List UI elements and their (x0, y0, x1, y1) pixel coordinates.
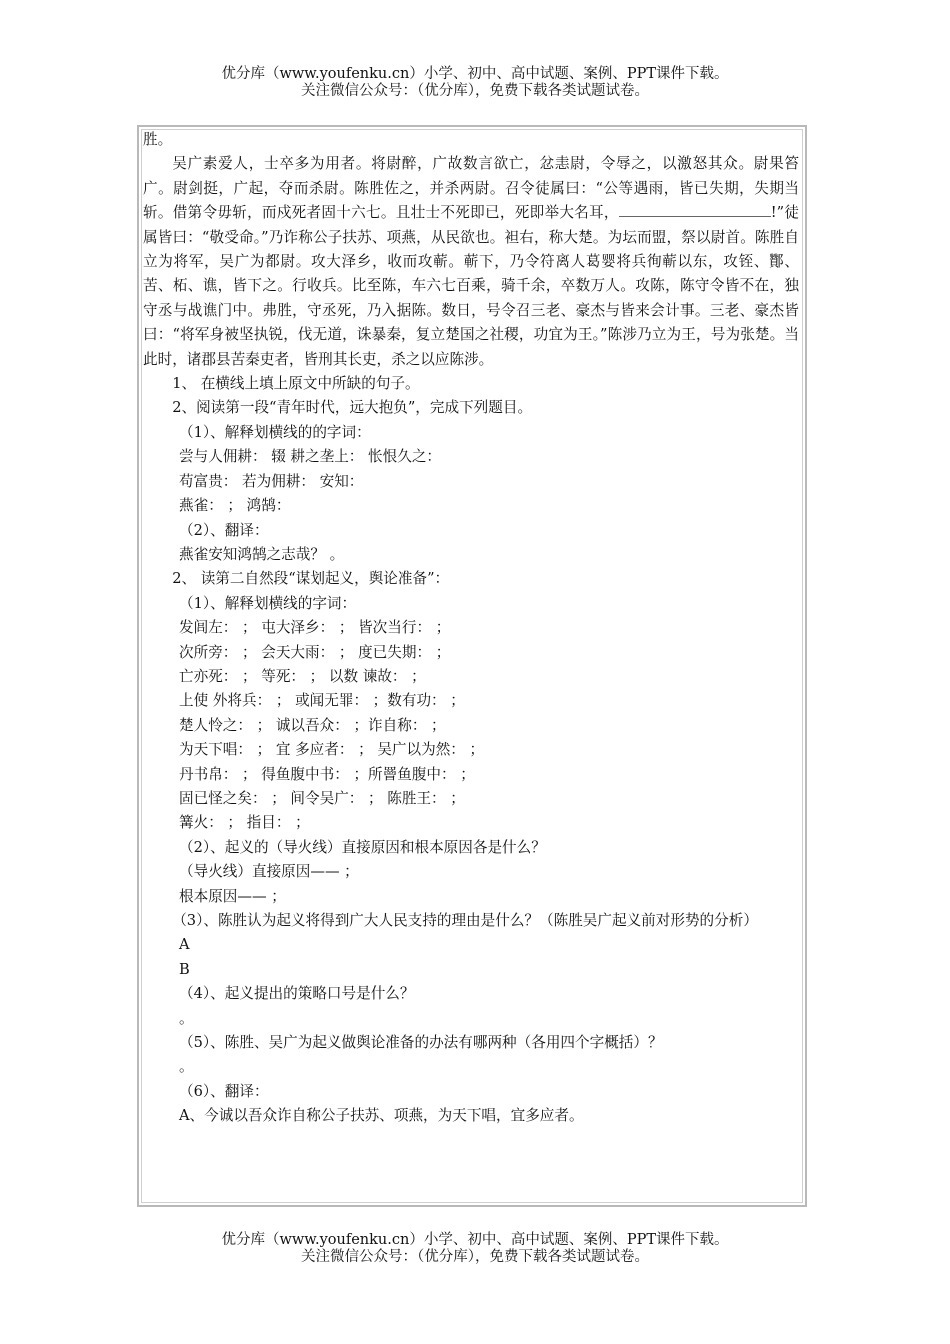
question-3-2: （2）、起义的（导火线）直接原因和根本原因各是什么？ (179, 838, 546, 856)
question-3-1-e: 楚人怜之： ； 诚以吾众： ；诈自称： ； (179, 716, 446, 734)
page-header (0, 66, 950, 100)
header-line-2: 关注微信公众号：（优分库），免费下载各类试题试卷。 (301, 83, 649, 99)
passage-paragraph-0: 胜。 (143, 131, 173, 148)
question-2-1-c: 燕雀： ； 鸿鹄： (179, 497, 291, 515)
question-3-5: （5）、陈胜、吴广为起义做舆论准备的办法有哪两种（各用四个字概括）？ (179, 1034, 663, 1052)
question-2-1-b: 苟富贵： 若为佣耕： 安知： (179, 472, 364, 490)
question-3-1-c: 亡亦死： ； 等死： ； 以数 谏故： ； (179, 667, 426, 685)
header-line-1: 优分库（www.youfenku.cn）小学、初中、高中试题、案例、PPT课件下载。 (221, 66, 729, 82)
footer-line-1: 优分库（www.youfenku.cn）小学、初中、高中试题、案例、PPT课件下载。 (221, 1232, 729, 1248)
question-3-6-a: A、今诚以吾众诈自称公子扶苏、项燕，为天下唱，宜多应者。 (179, 1107, 584, 1125)
question-3-6: （6）、翻译： (179, 1082, 269, 1100)
question-1: 1、 在横线上填上原文中所缺的句子。 (172, 375, 420, 393)
question-3-1-a: 发闾左： ； 屯大泽乡： ； 皆次当行： ； (179, 619, 451, 637)
question-3-1-h: 固已怪之矣： ； 间令吴广： ； 陈胜王： ； (179, 789, 465, 807)
question-3-3: （3）、陈胜认为起义将得到广大人民支持的理由是什么？（陈胜吴广起义前对形势的分析） (172, 912, 758, 929)
question-2-2-a: 燕雀安知鸿鹄之志哉？ 。 (179, 545, 345, 563)
question-3-4-a: 。 (179, 1009, 194, 1027)
question-2-1-a: 尝与人佣耕： 辍 耕之垄上： 怅恨久之： (179, 448, 442, 466)
question-2-2: （2）、翻译： (179, 521, 269, 539)
passage-text-part-1: 吴广素爱人，士卒多为用者。将尉醉，广故数言欲亡，忿恚尉，令辱之，以激怒其众。尉果笞广。尉剑挺，广起，夺而杀尉。陈胜佐之，并杀两尉。召令徒属曰：“公等遇雨，皆已失期，失期当斩。借第令毋斩，而戍死者固十六七。且壮士不死即已，死即举大名耳， (143, 155, 799, 222)
question-3-3-a: A (179, 936, 190, 954)
question-3-1-f: 为天下唱： ； 宜 多应者： ； 吴广以为然： ； (179, 741, 485, 759)
document-body (143, 128, 799, 1129)
question-3-5-a: 。 (179, 1058, 194, 1076)
question-2-1: （1）、解释划横线的的字词： (179, 423, 371, 441)
question-3-2-b: 根本原因—— ； (179, 887, 286, 905)
question-2: 2、阅读第一段“青年时代，远大抱负”，完成下列题目。 (172, 399, 533, 417)
page-footer (0, 1232, 950, 1266)
question-3-3-b: B (179, 960, 190, 978)
question-3-1-i: 篝火： ； 指目： ； (179, 814, 310, 832)
question-3-1: （1）、解释划横线的字词： (179, 594, 357, 612)
question-3-1-d: 上使 外将兵： ； 或闻无罪： ；数有功： ； (179, 692, 465, 710)
question-3-2-a: （导火线）直接原因—— ； (179, 863, 359, 881)
passage-paragraph-1 (143, 152, 799, 372)
question-3-1-g: 丹书帛： ； 得鱼腹中书： ；所罾鱼腹中： ； (179, 765, 475, 783)
question-3-1-b: 次所旁： ； 会天大雨： ； 度已失期： ； (179, 643, 451, 661)
fill-blank-line[interactable] (619, 201, 669, 217)
passage-text-part-2: !”徒属皆曰：“敬受命。”乃诈称公子扶苏、项燕，从民欲也。袒右，称大楚。为坛而盟，祭以尉首。陈胜自立为将军，吴广为都尉。攻大泽乡，收而攻蕲。蕲下，乃令符离人葛婴将兵徇蕲以东，攻铚、酇、苦、柘、谯，皆下之。行收兵。比至陈，车六七百乘，骑千余，卒数万人。攻陈，陈守令皆不在，独守丞与战谯门中。弗胜，守丞死，乃入据陈。数日，号令召三老、豪杰与皆来会计事。三老、豪杰皆曰：“将军身被坚执锐，伐无道，诛暴秦，复立楚国之社稷，功宜为王。”陈涉乃立为王，号为张楚。当此时，诸郡县苦秦吏者，皆刑其长吏，杀之以应陈涉。 (143, 204, 799, 368)
footer-line-2: 关注微信公众号：（优分库），免费下载各类试题试卷。 (301, 1249, 649, 1265)
fill-blank-line-2[interactable] (669, 201, 771, 217)
question-3: 2、 读第二自然段“谋划起义，舆论准备”： (172, 570, 450, 588)
question-3-4: （4）、起义提出的策略口号是什么？ (179, 985, 415, 1003)
